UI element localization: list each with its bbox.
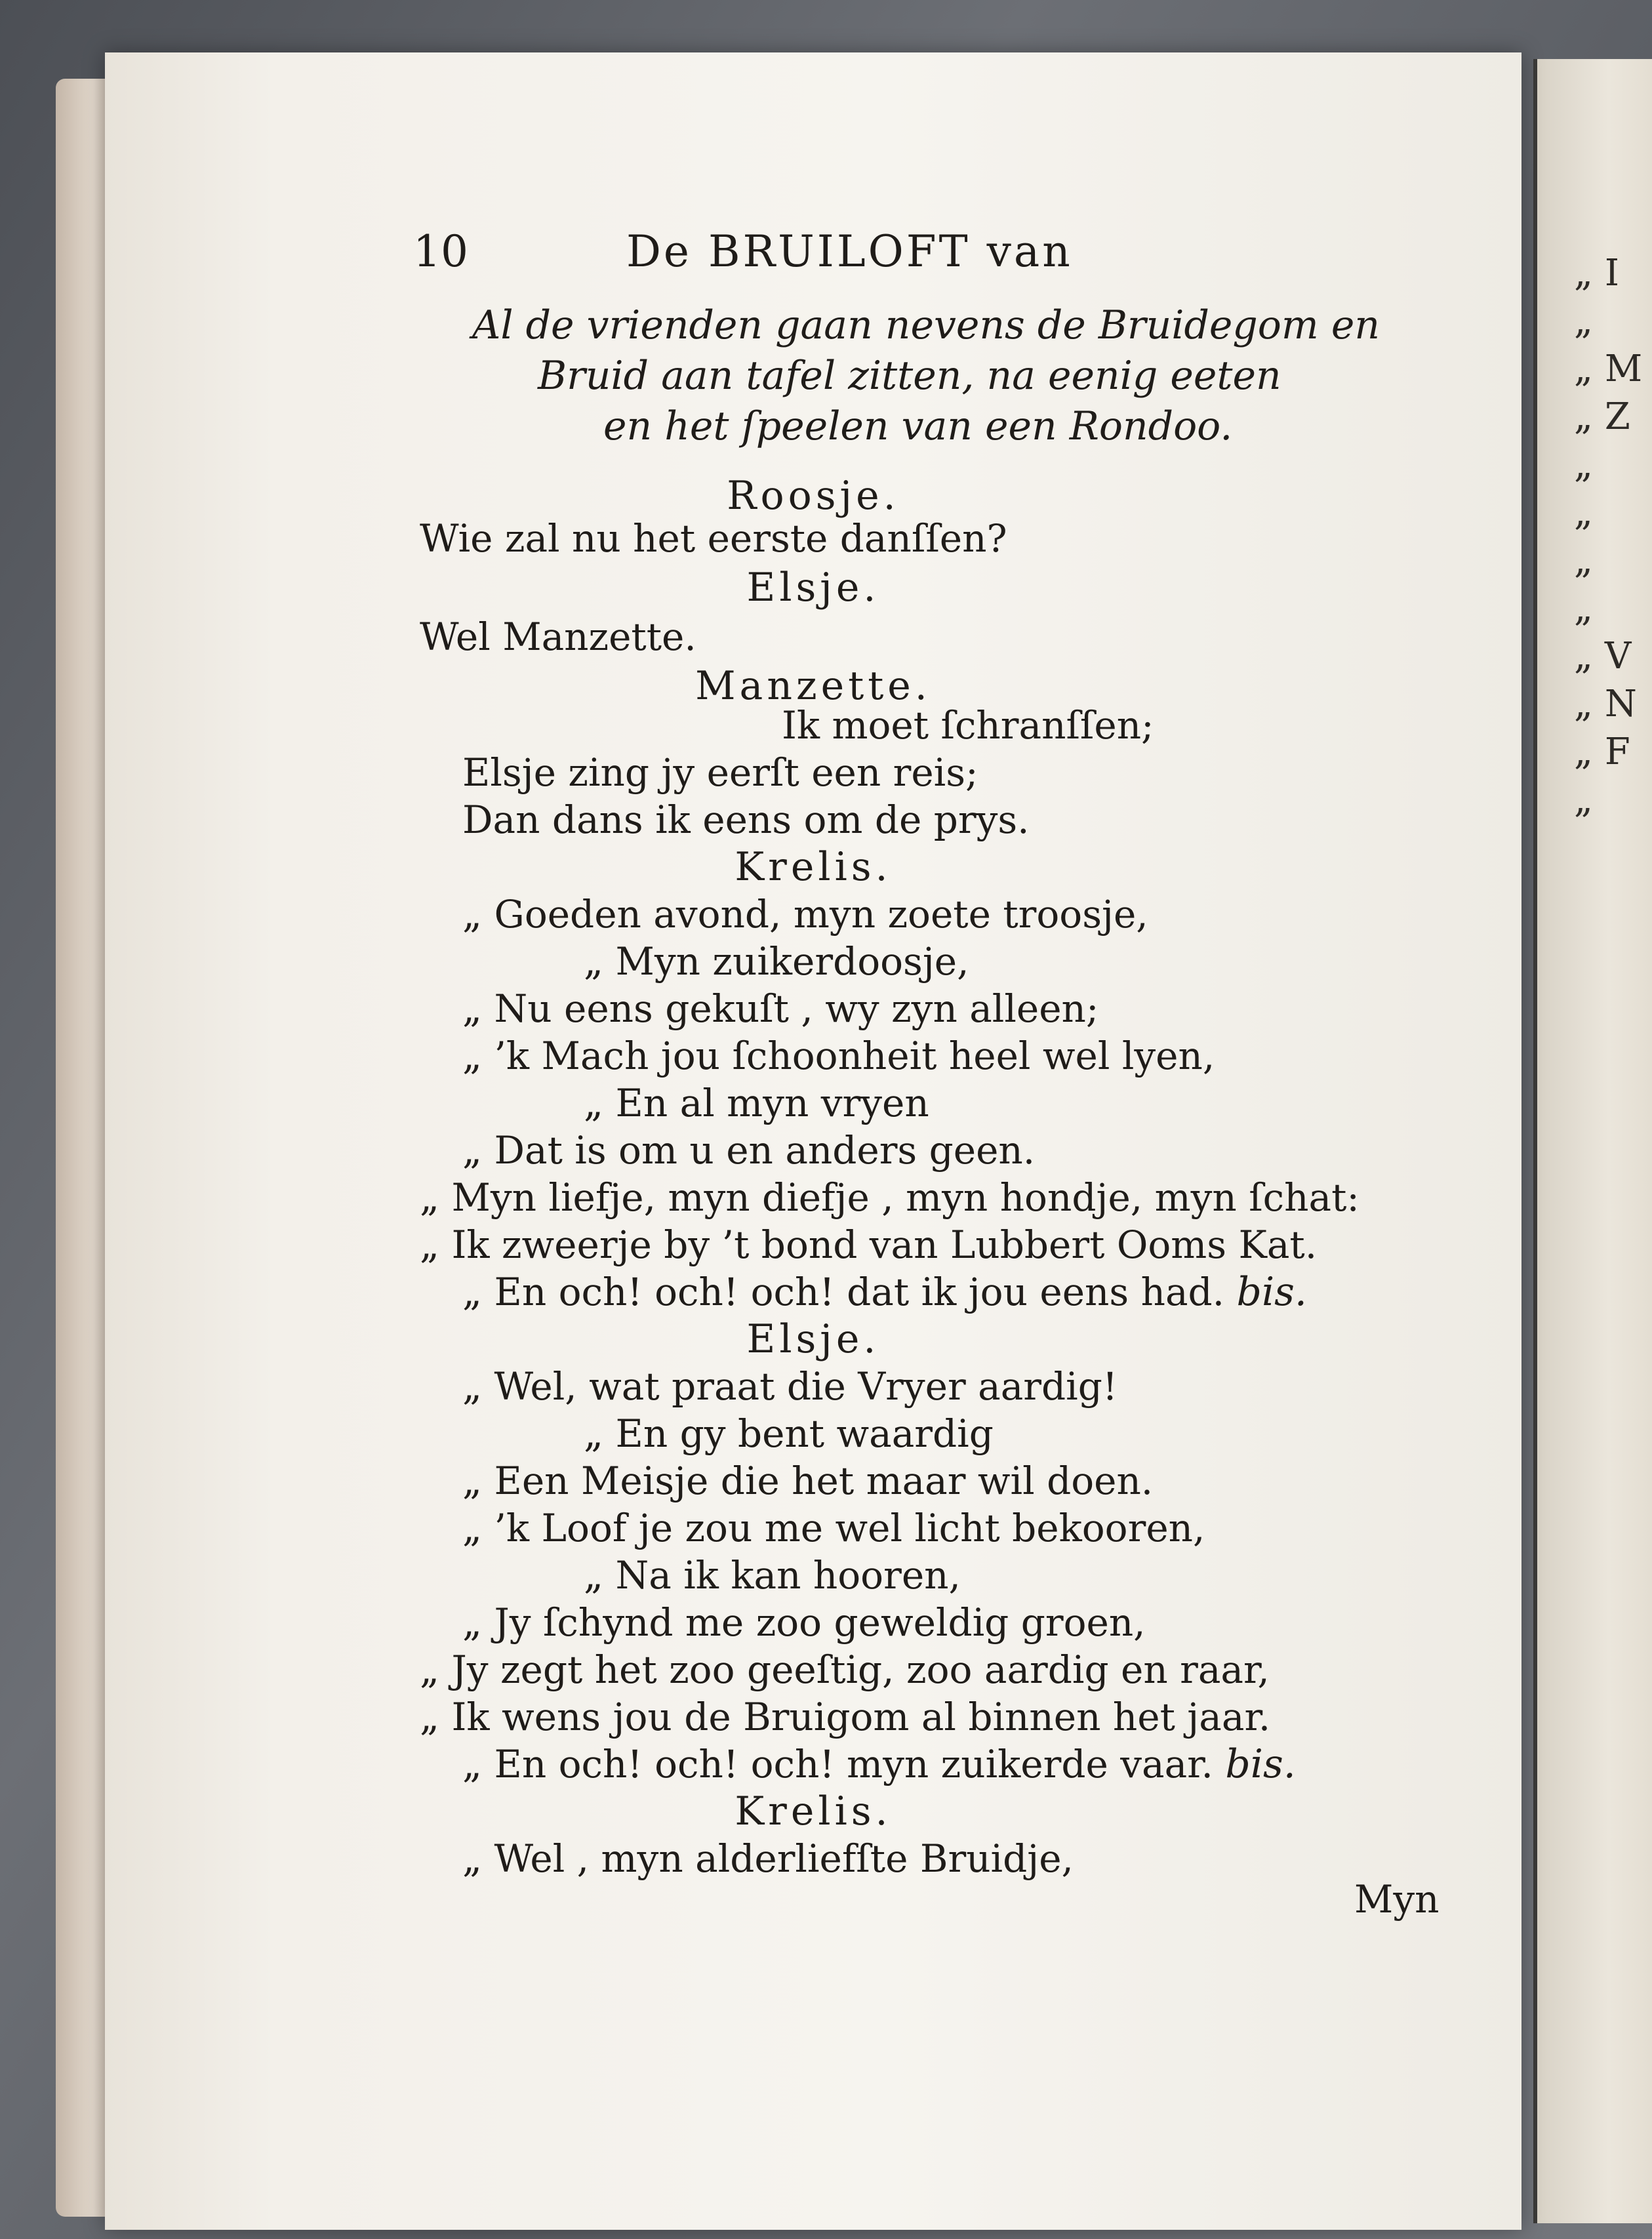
verse-line: Wie zal nu het eerste danſſen? <box>420 516 1007 561</box>
verse-line: „ Nu eens gekuſt , wy zyn alleen; <box>462 986 1099 1031</box>
speaker-name: Krelis. <box>735 1788 892 1834</box>
verse-line: „ Wel , myn alderliefſte Bruidje, <box>462 1836 1074 1881</box>
verse-line: „ Myn liefje, myn diefje , myn hondje, myn ſchat: <box>420 1175 1360 1220</box>
facing-mark: „ <box>1574 539 1594 582</box>
verse-line: Wel Manzette. <box>420 615 696 659</box>
bis-mark: bis. <box>1236 1269 1308 1315</box>
verse-line: „ En gy bent waardig <box>584 1411 994 1456</box>
speaker-name: Elsje. <box>746 1316 880 1362</box>
verse-line: „ Goeden avond, myn zoete troosje, <box>462 892 1148 937</box>
verse-line: „ Ik wens jou de Bruigom al binnen het jaar. <box>420 1695 1271 1739</box>
verse-line <box>462 1268 1307 1316</box>
verse-text: „ En och! och! och! dat ik jou eens had. <box>462 1270 1225 1314</box>
verse-line: Elsje zing jy eerſt een reis; <box>462 750 978 795</box>
stage-direction-line: en het ſpeelen van een Rondoo. <box>603 403 1233 449</box>
speaker-name: Manzette. <box>695 663 931 709</box>
page-number: 10 <box>413 226 468 277</box>
facing-mark: „ F <box>1574 731 1630 773</box>
speaker-name: Krelis. <box>735 844 892 890</box>
verse-line: „ Jy zegt het zoo geeſtig, zoo aardig en raar, <box>420 1647 1270 1692</box>
facing-mark: „ <box>1574 491 1594 534</box>
facing-mark: „ M <box>1574 348 1643 390</box>
facing-mark: „ <box>1574 778 1594 821</box>
verse-line: „ Ik zweerje by ’t bond van Lubbert Ooms Kat. <box>420 1222 1318 1267</box>
speaker-name: Elsje. <box>746 565 880 611</box>
verse-line: „ Jy ſchynd me zoo geweldig groen, <box>462 1600 1146 1645</box>
verse-line <box>462 1741 1296 1788</box>
verse-line: „ Wel, wat praat die Vryer aardig! <box>462 1364 1118 1409</box>
book-page <box>105 52 1521 2230</box>
facing-mark: „ <box>1574 300 1594 342</box>
verse-line: „ Een Meisje die het maar wil doen. <box>462 1459 1154 1503</box>
running-head: De BRUILOFT van <box>626 226 1073 277</box>
bis-mark: bis. <box>1225 1741 1296 1787</box>
facing-mark: „ <box>1574 587 1594 630</box>
stage-direction-line: Al de vrienden gaan nevens de Bruidegom en <box>472 302 1380 348</box>
facing-mark: „ N <box>1574 683 1637 725</box>
facing-mark: „ V <box>1574 635 1632 677</box>
verse-line: „ En al myn vryen <box>584 1081 929 1125</box>
facing-mark: „ I <box>1574 252 1619 294</box>
verse-text: „ En och! och! och! myn zuikerde vaar. <box>462 1742 1213 1786</box>
facing-mark: „ Z <box>1574 395 1630 438</box>
facing-page-marks <box>1574 249 1646 824</box>
verse-line: Dan dans ik eens om de prys. <box>462 797 1030 842</box>
verse-line: Ik moet ſchranſſen; <box>782 703 1154 748</box>
catchword: Myn <box>1354 1877 1440 1922</box>
page-content <box>105 52 1521 2230</box>
facing-mark: „ <box>1574 443 1594 486</box>
verse-line: „ ’k Mach jou ſchoonheit heel wel lyen, <box>462 1034 1215 1078</box>
verse-line: „ ’k Loof je zou me wel licht bekooren, <box>462 1506 1205 1550</box>
speaker-name: Roosje. <box>727 473 900 519</box>
stage-direction-line: Bruid aan tafel zitten, na eenig eeten <box>538 353 1281 399</box>
verse-line: „ Na ik kan hooren, <box>584 1553 961 1598</box>
verse-line: „ Dat is om u en anders geen. <box>462 1128 1036 1173</box>
verse-line: „ Myn zuikerdoosje, <box>584 939 969 984</box>
